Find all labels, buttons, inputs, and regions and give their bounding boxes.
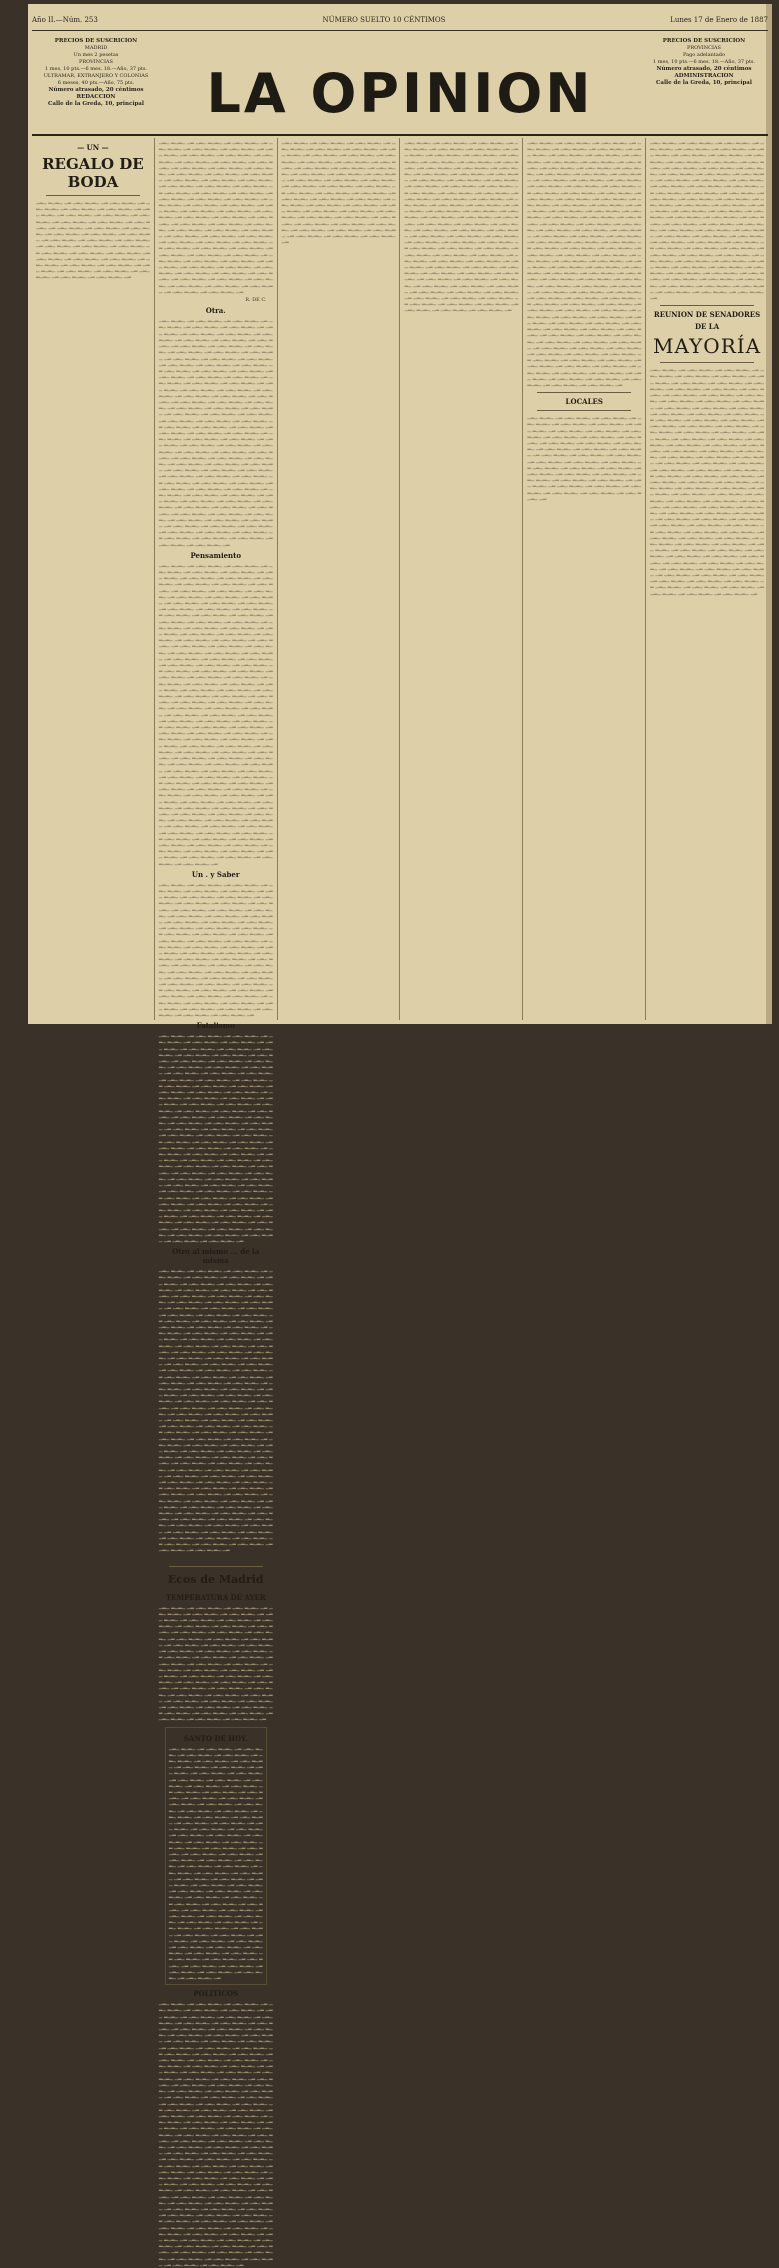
section-heading-locales: LOCALES	[565, 397, 603, 407]
poem-body: ▁▂▁ ▂▁▂▁ ▁▂ ▁▂▁ ▂▁▂▁ ▁▂ ▁▂▁ ▂▁▂▁ ▁▂ ▁▂▁ ▂▁▂▁ ▁▂ ▁▂▁ ▂▁▂▁ ▁▂ ▁▂▁ ▂▁▂▁ ▁▂ ▁▂▁ ▂▁▂▁ ▁▂ ▁▂▁ ▂▁▂▁ ▁▂ ▁▂▁ ▂▁▂▁ ▁▂ ▁▂▁ ▂▁▂▁ ▁▂ ▁▂▁ ▂▁▂▁ ▁▂ ▁▂▁ ▂▁▂▁ ▁▂ ▁▂▁ ▂▁▂▁ ▁▂ ▁▂▁ ▂▁▂▁ ▁▂ ▁▂▁ ▂▁▂▁ ▁▂ ▁▂▁ ▂▁▂▁ ▁▂ ▁▂▁ ▂▁▂▁ ▁▂ ▁▂▁ ▂▁▂▁ ▁▂ ▁▂▁ ▂▁▂▁ ▁▂ ▁▂▁ ▂▁▂▁ ▁▂ ▁▂▁ ▂▁▂▁ ▁▂ ▁▂▁ ▂▁▂▁ ▁▂ ▁▂▁ ▂▁▂▁ ▁▂ ▁▂▁ ▂▁▂▁ ▁▂ ▁▂▁ ▂▁▂▁ ▁▂ ▁▂▁ ▂▁▂▁ ▁▂ ▁▂▁ ▂▁▂▁ ▁▂ ▁▂▁ ▂▁▂▁ ▁▂ ▁▂▁ ▂▁▂▁ ▁▂ ▁▂▁ ▂▁▂▁ ▁▂ ▁▂▁ ▂▁▂▁ ▁▂ ▁▂▁ ▂▁▂▁ ▁▂ ▁▂▁ ▂▁▂▁ ▁▂ ▁▂▁ ▂▁▂▁ ▁▂ ▁▂▁ ▂▁▂▁ ▁▂ ▁▂▁ ▂▁▂▁ ▁▂ ▁▂▁ ▂▁▂▁ ▁▂ ▁▂▁ ▂▁▂▁ ▁▂ ▁▂▁ ▂▁▂▁ ▁▂ ▁▂▁ ▂▁▂▁ ▁▂ ▁▂▁ ▂▁▂▁ ▁▂ ▁▂▁ ▂▁▂▁ ▁▂ ▁▂▁ ▂▁▂▁ ▁▂ ▁▂▁ ▂▁▂▁ ▁▂ ▁▂▁ ▂▁▂▁ ▁▂ ▁▂▁ ▂▁▂▁ ▁▂ ▁▂▁ ▂▁▂▁ ▁▂ ▁▂▁ ▂▁▂▁ ▁▂ ▁▂▁ ▂▁▂▁ ▁▂ ▁▂▁ ▂▁▂▁ ▁▂ ▁▂▁ ▂▁▂▁ ▁▂ ▁▂▁ ▂▁▂▁ ▁▂ ▁▂▁ ▂▁▂▁ ▁▂ ▁▂▁ ▂▁▂▁ ▁▂ ▁▂▁ ▂▁▂▁ ▁▂ ▁▂▁ ▂▁▂▁ ▁▂ ▁▂▁ ▂▁▂▁ ▁▂ ▁▂▁ ▂▁▂▁ ▁▂ ▁▂▁ ▂▁▂▁ ▁▂ ▁▂▁ ▂▁▂▁ ▁▂ ▁▂▁ ▂▁▂▁ ▁▂ ▁▂▁ ▂▁▂▁ ▁▂ ▁▂▁ ▂▁▂▁ ▁▂ ▁▂▁ ▂▁▂▁ ▁▂ ▁▂▁ ▂▁▂▁ ▁▂ ▁▂▁ ▂▁▂▁ ▁▂ ▁▂▁ ▂▁▂▁ ▁▂ ▁▂▁ ▂▁▂▁ ▁▂ ▁▂▁ ▂▁▂▁ ▁▂ ▁▂▁ ▂▁▂▁ ▁▂ ▁▂▁ ▂▁▂▁ ▁▂ ▁▂▁ ▂▁▂▁ ▁▂ ▁▂▁ ▂▁▂▁ ▁▂ ▁▂▁ ▂▁▂▁ ▁▂ ▁▂▁ ▂▁▂▁ ▁▂ ▁▂▁ ▂▁▂▁ ▁▂ ▁▂▁ ▂▁▂▁ ▁▂	[158, 140, 273, 294]
signature: R. DE C.	[245, 297, 267, 304]
sub-city: PROVINCIAS	[687, 45, 721, 51]
section-heading: Pensamiento	[190, 550, 242, 560]
article-body: ▁▂▁ ▂▁▂▁ ▁▂ ▁▂▁ ▂▁▂▁ ▁▂ ▁▂▁ ▂▁▂▁ ▁▂ ▁▂▁ ▂▁▂▁ ▁▂ ▁▂▁ ▂▁▂▁ ▁▂ ▁▂▁ ▂▁▂▁ ▁▂ ▁▂▁ ▂▁▂▁ ▁▂ ▁▂▁ ▂▁▂▁ ▁▂ ▁▂▁ ▂▁▂▁ ▁▂ ▁▂▁ ▂▁▂▁ ▁▂ ▁▂▁ ▂▁▂▁ ▁▂ ▁▂▁ ▂▁▂▁ ▁▂ ▁▂▁ ▂▁▂▁ ▁▂ ▁▂▁ ▂▁▂▁ ▁▂ ▁▂▁ ▂▁▂▁ ▁▂ ▁▂▁ ▂▁▂▁ ▁▂ ▁▂▁ ▂▁▂▁ ▁▂ ▁▂▁ ▂▁▂▁ ▁▂ ▁▂▁ ▂▁▂▁ ▁▂ ▁▂▁ ▂▁▂▁ ▁▂ ▁▂▁ ▂▁▂▁ ▁▂ ▁▂▁ ▂▁▂▁ ▁▂ ▁▂▁ ▂▁▂▁ ▁▂ ▁▂▁ ▂▁▂▁ ▁▂ ▁▂▁ ▂▁▂▁ ▁▂ ▁▂▁ ▂▁▂▁ ▁▂ ▁▂▁ ▂▁▂▁ ▁▂ ▁▂▁ ▂▁▂▁ ▁▂ ▁▂▁ ▂▁▂▁ ▁▂ ▁▂▁ ▂▁▂▁ ▁▂ ▁▂▁ ▂▁▂▁ ▁▂ ▁▂▁ ▂▁▂▁ ▁▂ ▁▂▁ ▂▁▂▁ ▁▂ ▁▂▁ ▂▁▂▁ ▁▂ ▁▂▁ ▂▁▂▁ ▁▂ ▁▂▁ ▂▁▂▁ ▁▂ ▁▂▁ ▂▁▂▁ ▁▂ ▁▂▁ ▂▁▂▁ ▁▂ ▁▂▁ ▂▁▂▁ ▁▂ ▁▂▁ ▂▁▂▁ ▁▂ ▁▂▁ ▂▁▂▁ ▁▂ ▁▂▁ ▂▁▂▁ ▁▂ ▁▂▁ ▂▁▂▁ ▁▂ ▁▂▁ ▂▁▂▁ ▁▂ ▁▂▁ ▂▁▂▁ ▁▂ ▁▂▁ ▂▁▂▁ ▁▂ ▁▂▁ ▂▁▂▁ ▁▂ ▁▂▁ ▂▁▂▁ ▁▂ ▁▂▁ ▂▁▂▁ ▁▂ ▁▂▁ ▂▁▂▁ ▁▂ ▁▂▁ ▂▁▂▁ ▁▂ ▁▂▁ ▂▁▂▁ ▁▂ ▁▂▁ ▂▁▂▁ ▁▂ ▁▂▁ ▂▁▂▁ ▁▂ ▁▂▁ ▂▁▂▁ ▁▂ ▁▂▁ ▂▁▂▁ ▁▂ ▁▂▁ ▂▁▂▁ ▁▂ ▁▂▁ ▂▁▂▁ ▁▂ ▁▂▁ ▂▁▂▁ ▁▂ ▁▂▁ ▂▁▂▁ ▁▂ ▁▂▁ ▂▁▂▁ ▁▂ ▁▂▁ ▂▁▂▁ ▁▂ ▁▂▁ ▂▁▂▁ ▁▂ ▁▂▁ ▂▁▂▁ ▁▂ ▁▂▁ ▂▁▂▁ ▁▂ ▁▂▁ ▂▁▂▁ ▁▂ ▁▂▁ ▂▁▂▁ ▁▂ ▁▂▁ ▂▁▂▁ ▁▂ ▁▂▁ ▂▁▂▁ ▁▂ ▁▂▁ ▂▁▂▁ ▁▂ ▁▂▁ ▂▁▂▁ ▁▂ ▁▂▁ ▂▁▂▁ ▁▂ ▁▂▁ ▂▁▂▁ ▁▂ ▁▂▁ ▂▁▂▁ ▁▂ ▁▂▁ ▂▁▂▁ ▁▂ ▁▂▁ ▂▁▂▁ ▁▂ ▁▂▁ ▂▁▂▁ ▁▂ ▁▂▁ ▂▁▂▁ ▁▂ ▁▂▁ ▂▁▂▁ ▁▂ ▁▂▁ ▂▁▂▁ ▁▂ ▁▂▁ ▂▁▂▁ ▁▂ ▁▂▁ ▂▁▂▁ ▁▂ ▁▂▁ ▂▁▂▁ ▁▂ ▁▂▁ ▂▁▂▁ ▁▂ ▁▂▁ ▂▁▂▁ ▁▂ ▁▂▁ ▂▁▂▁ ▁▂ ▁▂▁ ▂▁▂▁ ▁▂ ▁▂▁ ▂▁▂▁ ▁▂ ▁▂▁ ▂▁▂▁ ▁▂ ▁▂▁ ▂▁▂▁ ▁▂ ▁▂▁ ▂▁▂▁ ▁▂ ▁▂▁ ▂▁▂▁ ▁▂ ▁▂▁ ▂▁▂▁ ▁▂ ▁▂▁ ▂▁▂▁ ▁▂ ▁▂▁ ▂▁▂▁ ▁▂ ▁▂▁ ▂▁▂▁ ▁▂ ▁▂▁ ▂▁▂▁ ▁▂ ▁▂▁ ▂▁▂▁ ▁▂ ▁▂▁ ▂▁▂▁ ▁▂ ▁▂▁ ▂▁▂▁ ▁▂ ▁▂▁ ▂▁▂▁ ▁▂ ▁▂▁ ▂▁▂▁ ▁▂ ▁▂▁ ▂▁▂▁ ▁▂ ▁▂▁ ▂▁▂▁ ▁▂ ▁▂▁ ▂▁▂▁ ▁▂ ▁▂▁ ▂▁▂▁ ▁▂ ▁▂▁ ▂▁▂▁ ▁▂ ▁▂▁ ▂▁▂▁ ▁▂ ▁▂▁ ▂▁▂▁ ▁▂ ▁▂▁ ▂▁▂▁ ▁▂ ▁▂▁ ▂▁▂▁ ▁▂ ▁▂▁ ▂▁▂▁ ▁▂ ▁▂▁ ▂▁▂▁ ▁▂ ▁▂▁ ▂▁▂▁ ▁▂ ▁▂▁ ▂▁▂▁ ▁▂	[650, 367, 764, 596]
poem-body: ▁▂▁ ▂▁▂▁ ▁▂ ▁▂▁ ▂▁▂▁ ▁▂ ▁▂▁ ▂▁▂▁ ▁▂ ▁▂▁ ▂▁▂▁ ▁▂ ▁▂▁ ▂▁▂▁ ▁▂ ▁▂▁ ▂▁▂▁ ▁▂ ▁▂▁ ▂▁▂▁ ▁▂ ▁▂▁ ▂▁▂▁ ▁▂ ▁▂▁ ▂▁▂▁ ▁▂ ▁▂▁ ▂▁▂▁ ▁▂ ▁▂▁ ▂▁▂▁ ▁▂ ▁▂▁ ▂▁▂▁ ▁▂ ▁▂▁ ▂▁▂▁ ▁▂ ▁▂▁ ▂▁▂▁ ▁▂ ▁▂▁ ▂▁▂▁ ▁▂ ▁▂▁ ▂▁▂▁ ▁▂ ▁▂▁ ▂▁▂▁ ▁▂ ▁▂▁ ▂▁▂▁ ▁▂ ▁▂▁ ▂▁▂▁ ▁▂ ▁▂▁ ▂▁▂▁ ▁▂ ▁▂▁ ▂▁▂▁ ▁▂ ▁▂▁ ▂▁▂▁ ▁▂ ▁▂▁ ▂▁▂▁ ▁▂ ▁▂▁ ▂▁▂▁ ▁▂ ▁▂▁ ▂▁▂▁ ▁▂ ▁▂▁ ▂▁▂▁ ▁▂ ▁▂▁ ▂▁▂▁ ▁▂ ▁▂▁ ▂▁▂▁ ▁▂ ▁▂▁ ▂▁▂▁ ▁▂ ▁▂▁ ▂▁▂▁ ▁▂ ▁▂▁ ▂▁▂▁ ▁▂ ▁▂▁ ▂▁▂▁ ▁▂ ▁▂▁ ▂▁▂▁ ▁▂ ▁▂▁ ▂▁▂▁ ▁▂ ▁▂▁ ▂▁▂▁ ▁▂ ▁▂▁ ▂▁▂▁ ▁▂ ▁▂▁ ▂▁▂▁ ▁▂ ▁▂▁ ▂▁▂▁ ▁▂ ▁▂▁ ▂▁▂▁ ▁▂ ▁▂▁ ▂▁▂▁ ▁▂ ▁▂▁ ▂▁▂▁ ▁▂ ▁▂▁ ▂▁▂▁ ▁▂ ▁▂▁ ▂▁▂▁ ▁▂ ▁▂▁ ▂▁▂▁ ▁▂ ▁▂▁ ▂▁▂▁ ▁▂ ▁▂▁ ▂▁▂▁ ▁▂ ▁▂▁ ▂▁▂▁ ▁▂ ▁▂▁ ▂▁▂▁ ▁▂ ▁▂▁ ▂▁▂▁ ▁▂ ▁▂▁ ▂▁▂▁ ▁▂ ▁▂▁ ▂▁▂▁ ▁▂ ▁▂▁ ▂▁▂▁ ▁▂ ▁▂▁ ▂▁▂▁ ▁▂ ▁▂▁ ▂▁▂▁ ▁▂ ▁▂▁ ▂▁▂▁ ▁▂ ▁▂▁ ▂▁▂▁ ▁▂ ▁▂▁ ▂▁▂▁ ▁▂ ▁▂▁ ▂▁▂▁ ▁▂ ▁▂▁ ▂▁▂▁ ▁▂ ▁▂▁ ▂▁▂▁ ▁▂ ▁▂▁ ▂▁▂▁ ▁▂ ▁▂▁ ▂▁▂▁ ▁▂ ▁▂▁ ▂▁▂▁ ▁▂ ▁▂▁ ▂▁▂▁ ▁▂ ▁▂▁ ▂▁▂▁ ▁▂ ▁▂▁ ▂▁▂▁ ▁▂ ▁▂▁ ▂▁▂▁ ▁▂ ▁▂▁ ▂▁▂▁ ▁▂ ▁▂▁ ▂▁▂▁ ▁▂ ▁▂▁ ▂▁▂▁ ▁▂ ▁▂▁ ▂▁▂▁ ▁▂ ▁▂▁ ▂▁▂▁ ▁▂ ▁▂▁ ▂▁▂▁ ▁▂ ▁▂▁ ▂▁▂▁ ▁▂ ▁▂▁ ▂▁▂▁ ▁▂ ▁▂▁ ▂▁▂▁ ▁▂ ▁▂▁ ▂▁▂▁ ▁▂ ▁▂▁ ▂▁▂▁ ▁▂ ▁▂▁ ▂▁▂▁ ▁▂ ▁▂▁ ▂▁▂▁ ▁▂ ▁▂▁ ▂▁▂▁ ▁▂ ▁▂▁ ▂▁▂▁ ▁▂ ▁▂▁ ▂▁▂▁ ▁▂ ▁▂▁ ▂▁▂▁ ▁▂ ▁▂▁ ▂▁▂▁ ▁▂ ▁▂▁ ▂▁▂▁ ▁▂ ▁▂▁ ▂▁▂▁ ▁▂ ▁▂▁ ▂▁▂▁ ▁▂ ▁▂▁ ▂▁▂▁ ▁▂ ▁▂▁ ▂▁▂▁ ▁▂ ▁▂▁ ▂▁▂▁ ▁▂ ▁▂▁ ▂▁▂▁ ▁▂ ▁▂▁ ▂▁▂▁ ▁▂ ▁▂▁ ▂▁▂▁ ▁▂ ▁▂▁ ▂▁▂▁ ▁▂ ▁▂▁ ▂▁▂▁ ▁▂ ▁▂▁ ▂▁▂▁ ▁▂ ▁▂▁ ▂▁▂▁ ▁▂ ▁▂▁ ▂▁▂▁ ▁▂ ▁▂▁ ▂▁▂▁ ▁▂ ▁▂▁ ▂▁▂▁ ▁▂ ▁▂▁ ▂▁▂▁ ▁▂ ▁▂▁ ▂▁▂▁ ▁▂ ▁▂▁ ▂▁▂▁ ▁▂ ▁▂▁ ▂▁▂▁ ▁▂	[158, 1033, 273, 1243]
divider	[169, 1566, 263, 1567]
sub-line: 1 mes, 10 pts.—6 mes. 18.—Año, 37 pts.	[652, 59, 756, 65]
sub-address: Calle de la Greda, 10, principal	[48, 101, 144, 107]
column-4	[400, 138, 523, 1020]
section-heading: SANTO DE HOY.	[183, 1733, 248, 1743]
divider	[660, 305, 754, 306]
divider	[537, 410, 631, 411]
section-heading: Un . y Saber	[191, 869, 240, 879]
column-6	[646, 138, 768, 1020]
saint-box	[165, 1727, 267, 1986]
divider	[46, 195, 140, 196]
sub-line: Un mes 2 pesetas	[73, 52, 119, 58]
signature: Juan de Leo.	[235, 1555, 267, 1562]
column-5	[523, 138, 646, 1020]
sub-city: MADRID	[84, 45, 108, 51]
subscription-right	[644, 38, 764, 87]
sub-line: Pago adelantado	[682, 52, 726, 58]
column-2	[155, 138, 278, 2267]
article-body: ▁▂▁ ▂▁▂▁ ▁▂ ▁▂▁ ▂▁▂▁ ▁▂ ▁▂▁ ▂▁▂▁ ▁▂ ▁▂▁ ▂▁▂▁ ▁▂ ▁▂▁ ▂▁▂▁ ▁▂ ▁▂▁ ▂▁▂▁ ▁▂ ▁▂▁ ▂▁▂▁ ▁▂ ▁▂▁ ▂▁▂▁ ▁▂ ▁▂▁ ▂▁▂▁ ▁▂ ▁▂▁ ▂▁▂▁ ▁▂ ▁▂▁ ▂▁▂▁ ▁▂ ▁▂▁ ▂▁▂▁ ▁▂ ▁▂▁ ▂▁▂▁ ▁▂ ▁▂▁ ▂▁▂▁ ▁▂ ▁▂▁ ▂▁▂▁ ▁▂ ▁▂▁ ▂▁▂▁ ▁▂ ▁▂▁ ▂▁▂▁ ▁▂ ▁▂▁ ▂▁▂▁ ▁▂ ▁▂▁ ▂▁▂▁ ▁▂ ▁▂▁ ▂▁▂▁ ▁▂ ▁▂▁ ▂▁▂▁ ▁▂ ▁▂▁ ▂▁▂▁ ▁▂ ▁▂▁ ▂▁▂▁ ▁▂ ▁▂▁ ▂▁▂▁ ▁▂ ▁▂▁ ▂▁▂▁ ▁▂ ▁▂▁ ▂▁▂▁ ▁▂ ▁▂▁ ▂▁▂▁ ▁▂ ▁▂▁ ▂▁▂▁ ▁▂ ▁▂▁ ▂▁▂▁ ▁▂ ▁▂▁ ▂▁▂▁ ▁▂ ▁▂▁ ▂▁▂▁ ▁▂ ▁▂▁ ▂▁▂▁ ▁▂ ▁▂▁ ▂▁▂▁ ▁▂ ▁▂▁ ▂▁▂▁ ▁▂ ▁▂▁ ▂▁▂▁ ▁▂ ▁▂▁ ▂▁▂▁ ▁▂ ▁▂▁ ▂▁▂▁ ▁▂ ▁▂▁ ▂▁▂▁ ▁▂ ▁▂▁ ▂▁▂▁ ▁▂ ▁▂▁ ▂▁▂▁ ▁▂ ▁▂▁ ▂▁▂▁ ▁▂	[527, 415, 642, 501]
article-body: ▁▂▁ ▂▁▂▁ ▁▂ ▁▂▁ ▂▁▂▁ ▁▂ ▁▂▁ ▂▁▂▁ ▁▂ ▁▂▁ ▂▁▂▁ ▁▂ ▁▂▁ ▂▁▂▁ ▁▂ ▁▂▁ ▂▁▂▁ ▁▂ ▁▂▁ ▂▁▂▁ ▁▂ ▁▂▁ ▂▁▂▁ ▁▂ ▁▂▁ ▂▁▂▁ ▁▂ ▁▂▁ ▂▁▂▁ ▁▂ ▁▂▁ ▂▁▂▁ ▁▂ ▁▂▁ ▂▁▂▁ ▁▂ ▁▂▁ ▂▁▂▁ ▁▂ ▁▂▁ ▂▁▂▁ ▁▂ ▁▂▁ ▂▁▂▁ ▁▂ ▁▂▁ ▂▁▂▁ ▁▂ ▁▂▁ ▂▁▂▁ ▁▂ ▁▂▁ ▂▁▂▁ ▁▂ ▁▂▁ ▂▁▂▁ ▁▂ ▁▂▁ ▂▁▂▁ ▁▂ ▁▂▁ ▂▁▂▁ ▁▂ ▁▂▁ ▂▁▂▁ ▁▂ ▁▂▁ ▂▁▂▁ ▁▂ ▁▂▁ ▂▁▂▁ ▁▂ ▁▂▁ ▂▁▂▁ ▁▂ ▁▂▁ ▂▁▂▁ ▁▂ ▁▂▁ ▂▁▂▁ ▁▂ ▁▂▁ ▂▁▂▁ ▁▂ ▁▂▁ ▂▁▂▁ ▁▂ ▁▂▁ ▂▁▂▁ ▁▂ ▁▂▁ ▂▁▂▁ ▁▂ ▁▂▁ ▂▁▂▁ ▁▂ ▁▂▁ ▂▁▂▁ ▁▂ ▁▂▁ ▂▁▂▁ ▁▂ ▁▂▁ ▂▁▂▁ ▁▂ ▁▂▁ ▂▁▂▁ ▁▂ ▁▂▁ ▂▁▂▁ ▁▂ ▁▂▁ ▂▁▂▁ ▁▂ ▁▂▁ ▂▁▂▁ ▁▂ ▁▂▁ ▂▁▂▁ ▁▂	[36, 200, 150, 280]
columns	[32, 138, 768, 2267]
section-heading: POLITICOS	[193, 1989, 239, 1999]
section-heading: Otra.	[205, 306, 226, 316]
article-body: ▁▂▁ ▂▁▂▁ ▁▂ ▁▂▁ ▂▁▂▁ ▁▂ ▁▂▁ ▂▁▂▁ ▁▂ ▁▂▁ ▂▁▂▁ ▁▂ ▁▂▁ ▂▁▂▁ ▁▂ ▁▂▁ ▂▁▂▁ ▁▂ ▁▂▁ ▂▁▂▁ ▁▂ ▁▂▁ ▂▁▂▁ ▁▂ ▁▂▁ ▂▁▂▁ ▁▂ ▁▂▁ ▂▁▂▁ ▁▂ ▁▂▁ ▂▁▂▁ ▁▂ ▁▂▁ ▂▁▂▁ ▁▂ ▁▂▁ ▂▁▂▁ ▁▂ ▁▂▁ ▂▁▂▁ ▁▂ ▁▂▁ ▂▁▂▁ ▁▂ ▁▂▁ ▂▁▂▁ ▁▂ ▁▂▁ ▂▁▂▁ ▁▂ ▁▂▁ ▂▁▂▁ ▁▂ ▁▂▁ ▂▁▂▁ ▁▂ ▁▂▁ ▂▁▂▁ ▁▂ ▁▂▁ ▂▁▂▁ ▁▂ ▁▂▁ ▂▁▂▁ ▁▂ ▁▂▁ ▂▁▂▁ ▁▂ ▁▂▁ ▂▁▂▁ ▁▂ ▁▂▁ ▂▁▂▁ ▁▂ ▁▂▁ ▂▁▂▁ ▁▂ ▁▂▁ ▂▁▂▁ ▁▂ ▁▂▁ ▂▁▂▁ ▁▂ ▁▂▁ ▂▁▂▁ ▁▂ ▁▂▁ ▂▁▂▁ ▁▂ ▁▂▁ ▂▁▂▁ ▁▂ ▁▂▁ ▂▁▂▁ ▁▂ ▁▂▁ ▂▁▂▁ ▁▂ ▁▂▁ ▂▁▂▁ ▁▂ ▁▂▁ ▂▁▂▁ ▁▂ ▁▂▁ ▂▁▂▁ ▁▂ ▁▂▁ ▂▁▂▁ ▁▂ ▁▂▁ ▂▁▂▁ ▁▂ ▁▂▁ ▂▁▂▁ ▁▂ ▁▂▁ ▂▁▂▁ ▁▂ ▁▂▁ ▂▁▂▁ ▁▂ ▁▂▁ ▂▁▂▁ ▁▂ ▁▂▁ ▂▁▂▁ ▁▂ ▁▂▁ ▂▁▂▁ ▁▂ ▁▂▁ ▂▁▂▁ ▁▂ ▁▂▁ ▂▁▂▁ ▁▂ ▁▂▁ ▂▁▂▁ ▁▂ ▁▂▁ ▂▁▂▁ ▁▂ ▁▂▁ ▂▁▂▁ ▁▂ ▁▂▁ ▂▁▂▁ ▁▂	[281, 140, 396, 245]
article-headline: REGALO DE BODA	[42, 155, 144, 191]
saint-body: ▁▂▁ ▂▁▂▁ ▁▂ ▁▂▁ ▂▁▂▁ ▁▂ ▁▂▁ ▂▁▂▁ ▁▂ ▁▂▁ ▂▁▂▁ ▁▂ ▁▂▁ ▂▁▂▁ ▁▂ ▁▂▁ ▂▁▂▁ ▁▂ ▁▂▁ ▂▁▂▁ ▁▂ ▁▂▁ ▂▁▂▁ ▁▂ ▁▂▁ ▂▁▂▁ ▁▂ ▁▂▁ ▂▁▂▁ ▁▂ ▁▂▁ ▂▁▂▁ ▁▂ ▁▂▁ ▂▁▂▁ ▁▂ ▁▂▁ ▂▁▂▁ ▁▂ ▁▂▁ ▂▁▂▁ ▁▂ ▁▂▁ ▂▁▂▁ ▁▂ ▁▂▁ ▂▁▂▁ ▁▂ ▁▂▁ ▂▁▂▁ ▁▂ ▁▂▁ ▂▁▂▁ ▁▂ ▁▂▁ ▂▁▂▁ ▁▂ ▁▂▁ ▂▁▂▁ ▁▂ ▁▂▁ ▂▁▂▁ ▁▂ ▁▂▁ ▂▁▂▁ ▁▂ ▁▂▁ ▂▁▂▁ ▁▂ ▁▂▁ ▂▁▂▁ ▁▂ ▁▂▁ ▂▁▂▁ ▁▂ ▁▂▁ ▂▁▂▁ ▁▂ ▁▂▁ ▂▁▂▁ ▁▂ ▁▂▁ ▂▁▂▁ ▁▂ ▁▂▁ ▂▁▂▁ ▁▂ ▁▂▁ ▂▁▂▁ ▁▂ ▁▂▁ ▂▁▂▁ ▁▂ ▁▂▁ ▂▁▂▁ ▁▂ ▁▂▁ ▂▁▂▁ ▁▂ ▁▂▁ ▂▁▂▁ ▁▂ ▁▂▁ ▂▁▂▁ ▁▂ ▁▂▁ ▂▁▂▁ ▁▂ ▁▂▁ ▂▁▂▁ ▁▂ ▁▂▁ ▂▁▂▁ ▁▂ ▁▂▁ ▂▁▂▁ ▁▂ ▁▂▁ ▂▁▂▁ ▁▂ ▁▂▁ ▂▁▂▁ ▁▂ ▁▂▁ ▂▁▂▁ ▁▂ ▁▂▁ ▂▁▂▁ ▁▂ ▁▂▁ ▂▁▂▁ ▁▂ ▁▂▁ ▂▁▂▁ ▁▂ ▁▂▁ ▂▁▂▁ ▁▂ ▁▂▁ ▂▁▂▁ ▁▂ ▁▂▁ ▂▁▂▁ ▁▂ ▁▂▁ ▂▁▂▁ ▁▂ ▁▂▁ ▂▁▂▁ ▁▂ ▁▂▁ ▂▁▂▁ ▁▂ ▁▂▁ ▂▁▂▁ ▁▂ ▁▂▁ ▂▁▂▁ ▁▂ ▁▂▁ ▂▁▂▁ ▁▂ ▁▂▁ ▂▁▂▁ ▁▂ ▁▂▁ ▂▁▂▁ ▁▂ ▁▂▁ ▂▁▂▁ ▁▂ ▁▂▁ ▂▁▂▁ ▁▂ ▁▂▁ ▂▁▂▁ ▁▂ ▁▂▁ ▂▁▂▁ ▁▂ ▁▂▁ ▂▁▂▁ ▁▂ ▁▂▁ ▂▁▂▁ ▁▂ ▁▂▁ ▂▁▂▁ ▁▂ ▁▂▁ ▂▁▂▁ ▁▂ ▁▂▁ ▂▁▂▁ ▁▂ ▁▂▁ ▂▁▂▁ ▁▂ ▁▂▁ ▂▁▂▁ ▁▂ ▁▂▁ ▂▁▂▁ ▁▂ ▁▂▁ ▂▁▂▁ ▁▂ ▁▂▁ ▂▁▂▁ ▁▂ ▁▂▁ ▂▁▂▁ ▁▂ ▁▂▁ ▂▁▂▁ ▁▂ ▁▂▁ ▂▁▂▁ ▁▂ ▁▂▁ ▂▁▂▁ ▁▂ ▁▂▁ ▂▁▂▁ ▁▂ ▁▂▁ ▂▁▂▁ ▁▂ ▁▂▁ ▂▁▂▁ ▁▂ ▁▂▁ ▂▁▂▁ ▁▂ ▁▂▁ ▂▁▂▁ ▁▂ ▁▂▁ ▂▁▂▁ ▁▂ ▁▂▁ ▂▁▂▁ ▁▂ ▁▂▁ ▂▁▂▁ ▁▂ ▁▂▁ ▂▁▂▁ ▁▂ ▁▂▁ ▂▁▂▁ ▁▂ ▁▂▁ ▂▁▂▁ ▁▂ ▁▂▁ ▂▁▂▁ ▁▂ ▁▂▁ ▂▁▂▁ ▁▂ ▁▂▁ ▂▁▂▁ ▁▂ ▁▂▁ ▂▁▂▁ ▁▂ ▁▂▁ ▂▁▂▁ ▁▂ ▁▂▁ ▂▁▂▁ ▁▂ ▁▂▁ ▂▁▂▁ ▁▂ ▁▂▁ ▂▁▂▁ ▁▂ ▁▂▁ ▂▁▂▁ ▁▂ ▁▂▁ ▂▁▂▁ ▁▂ ▁▂▁ ▂▁▂▁ ▁▂	[168, 1745, 263, 1981]
poem-body: ▁▂▁ ▂▁▂▁ ▁▂ ▁▂▁ ▂▁▂▁ ▁▂ ▁▂▁ ▂▁▂▁ ▁▂ ▁▂▁ ▂▁▂▁ ▁▂ ▁▂▁ ▂▁▂▁ ▁▂ ▁▂▁ ▂▁▂▁ ▁▂ ▁▂▁ ▂▁▂▁ ▁▂ ▁▂▁ ▂▁▂▁ ▁▂ ▁▂▁ ▂▁▂▁ ▁▂ ▁▂▁ ▂▁▂▁ ▁▂ ▁▂▁ ▂▁▂▁ ▁▂ ▁▂▁ ▂▁▂▁ ▁▂ ▁▂▁ ▂▁▂▁ ▁▂ ▁▂▁ ▂▁▂▁ ▁▂ ▁▂▁ ▂▁▂▁ ▁▂ ▁▂▁ ▂▁▂▁ ▁▂ ▁▂▁ ▂▁▂▁ ▁▂ ▁▂▁ ▂▁▂▁ ▁▂ ▁▂▁ ▂▁▂▁ ▁▂ ▁▂▁ ▂▁▂▁ ▁▂ ▁▂▁ ▂▁▂▁ ▁▂ ▁▂▁ ▂▁▂▁ ▁▂ ▁▂▁ ▂▁▂▁ ▁▂ ▁▂▁ ▂▁▂▁ ▁▂ ▁▂▁ ▂▁▂▁ ▁▂ ▁▂▁ ▂▁▂▁ ▁▂ ▁▂▁ ▂▁▂▁ ▁▂ ▁▂▁ ▂▁▂▁ ▁▂ ▁▂▁ ▂▁▂▁ ▁▂ ▁▂▁ ▂▁▂▁ ▁▂ ▁▂▁ ▂▁▂▁ ▁▂ ▁▂▁ ▂▁▂▁ ▁▂ ▁▂▁ ▂▁▂▁ ▁▂ ▁▂▁ ▂▁▂▁ ▁▂ ▁▂▁ ▂▁▂▁ ▁▂ ▁▂▁ ▂▁▂▁ ▁▂ ▁▂▁ ▂▁▂▁ ▁▂ ▁▂▁ ▂▁▂▁ ▁▂ ▁▂▁ ▂▁▂▁ ▁▂ ▁▂▁ ▂▁▂▁ ▁▂ ▁▂▁ ▂▁▂▁ ▁▂ ▁▂▁ ▂▁▂▁ ▁▂ ▁▂▁ ▂▁▂▁ ▁▂ ▁▂▁ ▂▁▂▁ ▁▂ ▁▂▁ ▂▁▂▁ ▁▂ ▁▂▁ ▂▁▂▁ ▁▂ ▁▂▁ ▂▁▂▁ ▁▂ ▁▂▁ ▂▁▂▁ ▁▂ ▁▂▁ ▂▁▂▁ ▁▂ ▁▂▁ ▂▁▂▁ ▁▂ ▁▂▁ ▂▁▂▁ ▁▂ ▁▂▁ ▂▁▂▁ ▁▂ ▁▂▁ ▂▁▂▁ ▁▂ ▁▂▁ ▂▁▂▁ ▁▂ ▁▂▁ ▂▁▂▁ ▁▂ ▁▂▁ ▂▁▂▁ ▁▂ ▁▂▁ ▂▁▂▁ ▁▂ ▁▂▁ ▂▁▂▁ ▁▂ ▁▂▁ ▂▁▂▁ ▁▂ ▁▂▁ ▂▁▂▁ ▁▂ ▁▂▁ ▂▁▂▁ ▁▂ ▁▂▁ ▂▁▂▁ ▁▂ ▁▂▁ ▂▁▂▁ ▁▂ ▁▂▁ ▂▁▂▁ ▁▂ ▁▂▁ ▂▁▂▁ ▁▂ ▁▂▁ ▂▁▂▁ ▁▂ ▁▂▁ ▂▁▂▁ ▁▂ ▁▂▁ ▂▁▂▁ ▁▂ ▁▂▁ ▂▁▂▁ ▁▂ ▁▂▁ ▂▁▂▁ ▁▂ ▁▂▁ ▂▁▂▁ ▁▂ ▁▂▁ ▂▁▂▁ ▁▂ ▁▂▁ ▂▁▂▁ ▁▂ ▁▂▁ ▂▁▂▁ ▁▂ ▁▂▁ ▂▁▂▁ ▁▂ ▁▂▁ ▂▁▂▁ ▁▂ ▁▂▁ ▂▁▂▁ ▁▂ ▁▂▁ ▂▁▂▁ ▁▂ ▁▂▁ ▂▁▂▁ ▁▂ ▁▂▁ ▂▁▂▁ ▁▂ ▁▂▁ ▂▁▂▁ ▁▂ ▁▂▁ ▂▁▂▁ ▁▂ ▁▂▁ ▂▁▂▁ ▁▂ ▁▂▁ ▂▁▂▁ ▁▂ ▁▂▁ ▂▁▂▁ ▁▂ ▁▂▁ ▂▁▂▁ ▁▂ ▁▂▁ ▂▁▂▁ ▁▂ ▁▂▁ ▂▁▂▁ ▁▂ ▁▂▁ ▂▁▂▁ ▁▂ ▁▂▁ ▂▁▂▁ ▁▂ ▁▂▁ ▂▁▂▁ ▁▂ ▁▂▁ ▂▁▂▁ ▁▂ ▁▂▁ ▂▁▂▁ ▁▂ ▁▂▁ ▂▁▂▁ ▁▂ ▁▂▁ ▂▁▂▁ ▁▂ ▁▂▁ ▂▁▂▁ ▁▂ ▁▂▁ ▂▁▂▁ ▁▂ ▁▂▁ ▂▁▂▁ ▁▂ ▁▂▁ ▂▁▂▁ ▁▂ ▁▂▁ ▂▁▂▁ ▁▂ ▁▂▁ ▂▁▂▁ ▁▂ ▁▂▁ ▂▁▂▁ ▁▂ ▁▂▁ ▂▁▂▁ ▁▂ ▁▂▁ ▂▁▂▁ ▁▂ ▁▂▁ ▂▁▂▁ ▁▂ ▁▂▁ ▂▁▂▁ ▁▂ ▁▂▁ ▂▁▂▁ ▁▂ ▁▂▁ ▂▁▂▁ ▁▂ ▁▂▁ ▂▁▂▁ ▁▂ ▁▂▁ ▂▁▂▁ ▁▂ ▁▂▁ ▂▁▂▁ ▁▂ ▁▂▁ ▂▁▂▁ ▁▂ ▁▂▁ ▂▁▂▁ ▁▂ ▁▂▁ ▂▁▂▁ ▁▂ ▁▂▁ ▂▁▂▁ ▁▂ ▁▂▁ ▂▁▂▁ ▁▂ ▁▂▁ ▂▁▂▁ ▁▂ ▁▂▁ ▂▁▂▁ ▁▂ ▁▂▁ ▂▁▂▁ ▁▂ ▁▂▁ ▂▁▂▁ ▁▂ ▁▂▁ ▂▁▂▁ ▁▂ ▁▂▁ ▂▁▂▁ ▁▂ ▁▂▁ ▂▁▂▁ ▁▂ ▁▂▁ ▂▁▂▁ ▁▂ ▁▂▁ ▂▁▂▁ ▁▂ ▁▂▁ ▂▁▂▁ ▁▂ ▁▂▁ ▂▁▂▁ ▁▂ ▁▂▁ ▂▁▂▁ ▁▂ ▁▂▁ ▂▁▂▁ ▁▂ ▁▂▁ ▂▁▂▁ ▁▂ ▁▂▁ ▂▁▂▁ ▁▂ ▁▂▁ ▂▁▂▁ ▁▂ ▁▂▁ ▂▁▂▁ ▁▂ ▁▂▁ ▂▁▂▁ ▁▂ ▁▂▁ ▂▁▂▁ ▁▂ ▁▂▁ ▂▁▂▁ ▁▂ ▁▂▁ ▂▁▂▁ ▁▂ ▁▂▁ ▂▁▂▁ ▁▂ ▁▂▁ ▂▁▂▁ ▁▂ ▁▂▁ ▂▁▂▁ ▁▂ ▁▂▁ ▂▁▂▁ ▁▂ ▁▂▁ ▂▁▂▁ ▁▂	[158, 1268, 273, 1553]
politics-body: ▁▂▁ ▂▁▂▁ ▁▂ ▁▂▁ ▂▁▂▁ ▁▂ ▁▂▁ ▂▁▂▁ ▁▂ ▁▂▁ ▂▁▂▁ ▁▂ ▁▂▁ ▂▁▂▁ ▁▂ ▁▂▁ ▂▁▂▁ ▁▂ ▁▂▁ ▂▁▂▁ ▁▂ ▁▂▁ ▂▁▂▁ ▁▂ ▁▂▁ ▂▁▂▁ ▁▂ ▁▂▁ ▂▁▂▁ ▁▂ ▁▂▁ ▂▁▂▁ ▁▂ ▁▂▁ ▂▁▂▁ ▁▂ ▁▂▁ ▂▁▂▁ ▁▂ ▁▂▁ ▂▁▂▁ ▁▂ ▁▂▁ ▂▁▂▁ ▁▂ ▁▂▁ ▂▁▂▁ ▁▂ ▁▂▁ ▂▁▂▁ ▁▂ ▁▂▁ ▂▁▂▁ ▁▂ ▁▂▁ ▂▁▂▁ ▁▂ ▁▂▁ ▂▁▂▁ ▁▂ ▁▂▁ ▂▁▂▁ ▁▂ ▁▂▁ ▂▁▂▁ ▁▂ ▁▂▁ ▂▁▂▁ ▁▂ ▁▂▁ ▂▁▂▁ ▁▂ ▁▂▁ ▂▁▂▁ ▁▂ ▁▂▁ ▂▁▂▁ ▁▂ ▁▂▁ ▂▁▂▁ ▁▂ ▁▂▁ ▂▁▂▁ ▁▂ ▁▂▁ ▂▁▂▁ ▁▂ ▁▂▁ ▂▁▂▁ ▁▂ ▁▂▁ ▂▁▂▁ ▁▂ ▁▂▁ ▂▁▂▁ ▁▂ ▁▂▁ ▂▁▂▁ ▁▂ ▁▂▁ ▂▁▂▁ ▁▂ ▁▂▁ ▂▁▂▁ ▁▂ ▁▂▁ ▂▁▂▁ ▁▂ ▁▂▁ ▂▁▂▁ ▁▂ ▁▂▁ ▂▁▂▁ ▁▂ ▁▂▁ ▂▁▂▁ ▁▂ ▁▂▁ ▂▁▂▁ ▁▂ ▁▂▁ ▂▁▂▁ ▁▂ ▁▂▁ ▂▁▂▁ ▁▂ ▁▂▁ ▂▁▂▁ ▁▂ ▁▂▁ ▂▁▂▁ ▁▂ ▁▂▁ ▂▁▂▁ ▁▂ ▁▂▁ ▂▁▂▁ ▁▂ ▁▂▁ ▂▁▂▁ ▁▂ ▁▂▁ ▂▁▂▁ ▁▂ ▁▂▁ ▂▁▂▁ ▁▂ ▁▂▁ ▂▁▂▁ ▁▂ ▁▂▁ ▂▁▂▁ ▁▂ ▁▂▁ ▂▁▂▁ ▁▂ ▁▂▁ ▂▁▂▁ ▁▂ ▁▂▁ ▂▁▂▁ ▁▂ ▁▂▁ ▂▁▂▁ ▁▂ ▁▂▁ ▂▁▂▁ ▁▂ ▁▂▁ ▂▁▂▁ ▁▂ ▁▂▁ ▂▁▂▁ ▁▂ ▁▂▁ ▂▁▂▁ ▁▂ ▁▂▁ ▂▁▂▁ ▁▂ ▁▂▁ ▂▁▂▁ ▁▂ ▁▂▁ ▂▁▂▁ ▁▂ ▁▂▁ ▂▁▂▁ ▁▂ ▁▂▁ ▂▁▂▁ ▁▂ ▁▂▁ ▂▁▂▁ ▁▂ ▁▂▁ ▂▁▂▁ ▁▂ ▁▂▁ ▂▁▂▁ ▁▂ ▁▂▁ ▂▁▂▁ ▁▂ ▁▂▁ ▂▁▂▁ ▁▂ ▁▂▁ ▂▁▂▁ ▁▂ ▁▂▁ ▂▁▂▁ ▁▂ ▁▂▁ ▂▁▂▁ ▁▂ ▁▂▁ ▂▁▂▁ ▁▂ ▁▂▁ ▂▁▂▁ ▁▂ ▁▂▁ ▂▁▂▁ ▁▂ ▁▂▁ ▂▁▂▁ ▁▂ ▁▂▁ ▂▁▂▁ ▁▂ ▁▂▁ ▂▁▂▁ ▁▂ ▁▂▁ ▂▁▂▁ ▁▂ ▁▂▁ ▂▁▂▁ ▁▂ ▁▂▁ ▂▁▂▁ ▁▂ ▁▂▁ ▂▁▂▁ ▁▂ ▁▂▁ ▂▁▂▁ ▁▂ ▁▂▁ ▂▁▂▁ ▁▂ ▁▂▁ ▂▁▂▁ ▁▂ ▁▂▁ ▂▁▂▁ ▁▂ ▁▂▁ ▂▁▂▁ ▁▂ ▁▂▁ ▂▁▂▁ ▁▂ ▁▂▁ ▂▁▂▁ ▁▂ ▁▂▁ ▂▁▂▁ ▁▂ ▁▂▁ ▂▁▂▁ ▁▂ ▁▂▁ ▂▁▂▁ ▁▂ ▁▂▁ ▂▁▂▁ ▁▂ ▁▂▁ ▂▁▂▁ ▁▂ ▁▂▁ ▂▁▂▁ ▁▂ ▁▂▁ ▂▁▂▁ ▁▂ ▁▂▁ ▂▁▂▁ ▁▂ ▁▂▁ ▂▁▂▁ ▁▂ ▁▂▁ ▂▁▂▁ ▁▂ ▁▂▁ ▂▁▂▁ ▁▂ ▁▂▁ ▂▁▂▁ ▁▂ ▁▂▁ ▂▁▂▁ ▁▂ ▁▂▁ ▂▁▂▁ ▁▂ ▁▂▁ ▂▁▂▁ ▁▂ ▁▂▁ ▂▁▂▁ ▁▂ ▁▂▁ ▂▁▂▁ ▁▂ ▁▂▁ ▂▁▂▁ ▁▂ ▁▂▁ ▂▁▂▁ ▁▂ ▁▂▁ ▂▁▂▁ ▁▂ ▁▂▁ ▂▁▂▁ ▁▂ ▁▂▁ ▂▁▂▁ ▁▂ ▁▂▁ ▂▁▂▁ ▁▂ ▁▂▁ ▂▁▂▁ ▁▂ ▁▂▁ ▂▁▂▁ ▁▂ ▁▂▁ ▂▁▂▁ ▁▂ ▁▂▁ ▂▁▂▁ ▁▂ ▁▂▁ ▂▁▂▁ ▁▂ ▁▂▁ ▂▁▂▁ ▁▂ ▁▂▁ ▂▁▂▁ ▁▂ ▁▂▁ ▂▁▂▁ ▁▂ ▁▂▁ ▂▁▂▁ ▁▂ ▁▂▁ ▂▁▂▁ ▁▂ ▁▂▁ ▂▁▂▁ ▁▂ ▁▂▁ ▂▁▂▁ ▁▂ ▁▂▁ ▂▁▂▁ ▁▂ ▁▂▁ ▂▁▂▁ ▁▂ ▁▂▁ ▂▁▂▁ ▁▂ ▁▂▁ ▂▁▂▁ ▁▂ ▁▂▁ ▂▁▂▁ ▁▂ ▁▂▁ ▂▁▂▁ ▁▂ ▁▂▁ ▂▁▂▁ ▁▂ ▁▂▁ ▂▁▂▁ ▁▂ ▁▂▁ ▂▁▂▁ ▁▂	[158, 2001, 273, 2267]
sub-line: ADMINISTRACION	[674, 73, 734, 79]
section-heading: Otro al mismo ... de la misma	[172, 1247, 260, 1266]
article-body: ▁▂▁ ▂▁▂▁ ▁▂ ▁▂▁ ▂▁▂▁ ▁▂ ▁▂▁ ▂▁▂▁ ▁▂ ▁▂▁ ▂▁▂▁ ▁▂ ▁▂▁ ▂▁▂▁ ▁▂ ▁▂▁ ▂▁▂▁ ▁▂ ▁▂▁ ▂▁▂▁ ▁▂ ▁▂▁ ▂▁▂▁ ▁▂ ▁▂▁ ▂▁▂▁ ▁▂ ▁▂▁ ▂▁▂▁ ▁▂ ▁▂▁ ▂▁▂▁ ▁▂ ▁▂▁ ▂▁▂▁ ▁▂ ▁▂▁ ▂▁▂▁ ▁▂ ▁▂▁ ▂▁▂▁ ▁▂ ▁▂▁ ▂▁▂▁ ▁▂ ▁▂▁ ▂▁▂▁ ▁▂ ▁▂▁ ▂▁▂▁ ▁▂ ▁▂▁ ▂▁▂▁ ▁▂ ▁▂▁ ▂▁▂▁ ▁▂ ▁▂▁ ▂▁▂▁ ▁▂ ▁▂▁ ▂▁▂▁ ▁▂ ▁▂▁ ▂▁▂▁ ▁▂ ▁▂▁ ▂▁▂▁ ▁▂ ▁▂▁ ▂▁▂▁ ▁▂ ▁▂▁ ▂▁▂▁ ▁▂ ▁▂▁ ▂▁▂▁ ▁▂ ▁▂▁ ▂▁▂▁ ▁▂ ▁▂▁ ▂▁▂▁ ▁▂ ▁▂▁ ▂▁▂▁ ▁▂ ▁▂▁ ▂▁▂▁ ▁▂ ▁▂▁ ▂▁▂▁ ▁▂ ▁▂▁ ▂▁▂▁ ▁▂ ▁▂▁ ▂▁▂▁ ▁▂ ▁▂▁ ▂▁▂▁ ▁▂ ▁▂▁ ▂▁▂▁ ▁▂ ▁▂▁ ▂▁▂▁ ▁▂ ▁▂▁ ▂▁▂▁ ▁▂ ▁▂▁ ▂▁▂▁ ▁▂ ▁▂▁ ▂▁▂▁ ▁▂ ▁▂▁ ▂▁▂▁ ▁▂ ▁▂▁ ▂▁▂▁ ▁▂ ▁▂▁ ▂▁▂▁ ▁▂ ▁▂▁ ▂▁▂▁ ▁▂ ▁▂▁ ▂▁▂▁ ▁▂ ▁▂▁ ▂▁▂▁ ▁▂ ▁▂▁ ▂▁▂▁ ▁▂ ▁▂▁ ▂▁▂▁ ▁▂ ▁▂▁ ▂▁▂▁ ▁▂ ▁▂▁ ▂▁▂▁ ▁▂ ▁▂▁ ▂▁▂▁ ▁▂ ▁▂▁ ▂▁▂▁ ▁▂ ▁▂▁ ▂▁▂▁ ▁▂ ▁▂▁ ▂▁▂▁ ▁▂ ▁▂▁ ▂▁▂▁ ▁▂ ▁▂▁ ▂▁▂▁ ▁▂ ▁▂▁ ▂▁▂▁ ▁▂ ▁▂▁ ▂▁▂▁ ▁▂ ▁▂▁ ▂▁▂▁ ▁▂ ▁▂▁ ▂▁▂▁ ▁▂ ▁▂▁ ▂▁▂▁ ▁▂ ▁▂▁ ▂▁▂▁ ▁▂ ▁▂▁ ▂▁▂▁ ▁▂ ▁▂▁ ▂▁▂▁ ▁▂ ▁▂▁ ▂▁▂▁ ▁▂ ▁▂▁ ▂▁▂▁ ▁▂ ▁▂▁ ▂▁▂▁ ▁▂ ▁▂▁ ▂▁▂▁ ▁▂ ▁▂▁ ▂▁▂▁ ▁▂ ▁▂▁ ▂▁▂▁ ▁▂ ▁▂▁ ▂▁▂▁ ▁▂ ▁▂▁ ▂▁▂▁ ▁▂ ▁▂▁ ▂▁▂▁ ▁▂ ▁▂▁ ▂▁▂▁ ▁▂ ▁▂▁ ▂▁▂▁ ▁▂ ▁▂▁ ▂▁▂▁ ▁▂ ▁▂▁ ▂▁▂▁ ▁▂ ▁▂▁ ▂▁▂▁ ▁▂ ▁▂▁ ▂▁▂▁ ▁▂ ▁▂▁ ▂▁▂▁ ▁▂ ▁▂▁ ▂▁▂▁ ▁▂ ▁▂▁ ▂▁▂▁ ▁▂ ▁▂▁ ▂▁▂▁ ▁▂ ▁▂▁ ▂▁▂▁ ▁▂ ▁▂▁ ▂▁▂▁ ▁▂ ▁▂▁ ▂▁▂▁ ▁▂ ▁▂▁ ▂▁▂▁ ▁▂ ▁▂▁ ▂▁▂▁ ▁▂ ▁▂▁ ▂▁▂▁ ▁▂ ▁▂▁ ▂▁▂▁ ▁▂ ▁▂▁ ▂▁▂▁ ▁▂ ▁▂▁ ▂▁▂▁ ▁▂ ▁▂▁ ▂▁▂▁ ▁▂ ▁▂▁ ▂▁▂▁ ▁▂ ▁▂▁ ▂▁▂▁ ▁▂ ▁▂▁ ▂▁▂▁ ▁▂ ▁▂▁ ▂▁▂▁ ▁▂ ▁▂▁ ▂▁▂▁ ▁▂ ▁▂▁ ▂▁▂▁ ▁▂ ▁▂▁ ▂▁▂▁ ▁▂ ▁▂▁ ▂▁▂▁ ▁▂ ▁▂▁ ▂▁▂▁ ▁▂ ▁▂▁ ▂▁▂▁ ▁▂ ▁▂▁ ▂▁▂▁ ▁▂ ▁▂▁ ▂▁▂▁ ▁▂ ▁▂▁ ▂▁▂▁ ▁▂ ▁▂▁ ▂▁▂▁ ▁▂ ▁▂▁ ▂▁▂▁ ▁▂ ▁▂▁ ▂▁▂▁ ▁▂ ▁▂▁ ▂▁▂▁ ▁▂ ▁▂▁ ▂▁▂▁ ▁▂ ▁▂▁ ▂▁▂▁ ▁▂ ▁▂▁ ▂▁▂▁ ▁▂ ▁▂▁ ▂▁▂▁ ▁▂ ▁▂▁ ▂▁▂▁ ▁▂ ▁▂▁ ▂▁▂▁ ▁▂ ▁▂▁ ▂▁▂▁ ▁▂ ▁▂▁ ▂▁▂▁ ▁▂ ▁▂▁ ▂▁▂▁ ▁▂ ▁▂▁ ▂▁▂▁ ▁▂ ▁▂▁ ▂▁▂▁ ▁▂ ▁▂▁ ▂▁▂▁ ▁▂ ▁▂▁ ▂▁▂▁ ▁▂ ▁▂▁ ▂▁▂▁ ▁▂ ▁▂▁ ▂▁▂▁ ▁▂	[527, 140, 642, 387]
weather-body: ▁▂▁ ▂▁▂▁ ▁▂ ▁▂▁ ▂▁▂▁ ▁▂ ▁▂▁ ▂▁▂▁ ▁▂ ▁▂▁ ▂▁▂▁ ▁▂ ▁▂▁ ▂▁▂▁ ▁▂ ▁▂▁ ▂▁▂▁ ▁▂ ▁▂▁ ▂▁▂▁ ▁▂ ▁▂▁ ▂▁▂▁ ▁▂ ▁▂▁ ▂▁▂▁ ▁▂ ▁▂▁ ▂▁▂▁ ▁▂ ▁▂▁ ▂▁▂▁ ▁▂ ▁▂▁ ▂▁▂▁ ▁▂ ▁▂▁ ▂▁▂▁ ▁▂ ▁▂▁ ▂▁▂▁ ▁▂ ▁▂▁ ▂▁▂▁ ▁▂ ▁▂▁ ▂▁▂▁ ▁▂ ▁▂▁ ▂▁▂▁ ▁▂ ▁▂▁ ▂▁▂▁ ▁▂ ▁▂▁ ▂▁▂▁ ▁▂ ▁▂▁ ▂▁▂▁ ▁▂ ▁▂▁ ▂▁▂▁ ▁▂ ▁▂▁ ▂▁▂▁ ▁▂ ▁▂▁ ▂▁▂▁ ▁▂ ▁▂▁ ▂▁▂▁ ▁▂ ▁▂▁ ▂▁▂▁ ▁▂ ▁▂▁ ▂▁▂▁ ▁▂ ▁▂▁ ▂▁▂▁ ▁▂ ▁▂▁ ▂▁▂▁ ▁▂ ▁▂▁ ▂▁▂▁ ▁▂ ▁▂▁ ▂▁▂▁ ▁▂ ▁▂▁ ▂▁▂▁ ▁▂ ▁▂▁ ▂▁▂▁ ▁▂ ▁▂▁ ▂▁▂▁ ▁▂ ▁▂▁ ▂▁▂▁ ▁▂ ▁▂▁ ▂▁▂▁ ▁▂ ▁▂▁ ▂▁▂▁ ▁▂ ▁▂▁ ▂▁▂▁ ▁▂ ▁▂▁ ▂▁▂▁ ▁▂ ▁▂▁ ▂▁▂▁ ▁▂ ▁▂▁ ▂▁▂▁ ▁▂ ▁▂▁ ▂▁▂▁ ▁▂ ▁▂▁ ▂▁▂▁ ▁▂ ▁▂▁ ▂▁▂▁ ▁▂ ▁▂▁ ▂▁▂▁ ▁▂ ▁▂▁ ▂▁▂▁ ▁▂ ▁▂▁ ▂▁▂▁ ▁▂ ▁▂▁ ▂▁▂▁ ▁▂ ▁▂▁ ▂▁▂▁ ▁▂ ▁▂▁ ▂▁▂▁ ▁▂ ▁▂▁ ▂▁▂▁ ▁▂ ▁▂▁ ▂▁▂▁ ▁▂ ▁▂▁ ▂▁▂▁ ▁▂ ▁▂▁ ▂▁▂▁ ▁▂ ▁▂▁ ▂▁▂▁ ▁▂ ▁▂▁ ▂▁▂▁ ▁▂ ▁▂▁ ▂▁▂▁ ▁▂ ▁▂▁ ▂▁▂▁ ▁▂ ▁▂▁ ▂▁▂▁ ▁▂ ▁▂▁ ▂▁▂▁ ▁▂	[158, 1604, 273, 1722]
poem-body: ▁▂▁ ▂▁▂▁ ▁▂ ▁▂▁ ▂▁▂▁ ▁▂ ▁▂▁ ▂▁▂▁ ▁▂ ▁▂▁ ▂▁▂▁ ▁▂ ▁▂▁ ▂▁▂▁ ▁▂ ▁▂▁ ▂▁▂▁ ▁▂ ▁▂▁ ▂▁▂▁ ▁▂ ▁▂▁ ▂▁▂▁ ▁▂ ▁▂▁ ▂▁▂▁ ▁▂ ▁▂▁ ▂▁▂▁ ▁▂ ▁▂▁ ▂▁▂▁ ▁▂ ▁▂▁ ▂▁▂▁ ▁▂ ▁▂▁ ▂▁▂▁ ▁▂ ▁▂▁ ▂▁▂▁ ▁▂ ▁▂▁ ▂▁▂▁ ▁▂ ▁▂▁ ▂▁▂▁ ▁▂ ▁▂▁ ▂▁▂▁ ▁▂ ▁▂▁ ▂▁▂▁ ▁▂ ▁▂▁ ▂▁▂▁ ▁▂ ▁▂▁ ▂▁▂▁ ▁▂ ▁▂▁ ▂▁▂▁ ▁▂ ▁▂▁ ▂▁▂▁ ▁▂ ▁▂▁ ▂▁▂▁ ▁▂ ▁▂▁ ▂▁▂▁ ▁▂ ▁▂▁ ▂▁▂▁ ▁▂ ▁▂▁ ▂▁▂▁ ▁▂ ▁▂▁ ▂▁▂▁ ▁▂ ▁▂▁ ▂▁▂▁ ▁▂ ▁▂▁ ▂▁▂▁ ▁▂ ▁▂▁ ▂▁▂▁ ▁▂ ▁▂▁ ▂▁▂▁ ▁▂ ▁▂▁ ▂▁▂▁ ▁▂ ▁▂▁ ▂▁▂▁ ▁▂ ▁▂▁ ▂▁▂▁ ▁▂ ▁▂▁ ▂▁▂▁ ▁▂ ▁▂▁ ▂▁▂▁ ▁▂ ▁▂▁ ▂▁▂▁ ▁▂ ▁▂▁ ▂▁▂▁ ▁▂ ▁▂▁ ▂▁▂▁ ▁▂ ▁▂▁ ▂▁▂▁ ▁▂ ▁▂▁ ▂▁▂▁ ▁▂ ▁▂▁ ▂▁▂▁ ▁▂ ▁▂▁ ▂▁▂▁ ▁▂ ▁▂▁ ▂▁▂▁ ▁▂ ▁▂▁ ▂▁▂▁ ▁▂ ▁▂▁ ▂▁▂▁ ▁▂ ▁▂▁ ▂▁▂▁ ▁▂ ▁▂▁ ▂▁▂▁ ▁▂ ▁▂▁ ▂▁▂▁ ▁▂ ▁▂▁ ▂▁▂▁ ▁▂ ▁▂▁ ▂▁▂▁ ▁▂ ▁▂▁ ▂▁▂▁ ▁▂ ▁▂▁ ▂▁▂▁ ▁▂ ▁▂▁ ▂▁▂▁ ▁▂ ▁▂▁ ▂▁▂▁ ▁▂ ▁▂▁ ▂▁▂▁ ▁▂ ▁▂▁ ▂▁▂▁ ▁▂ ▁▂▁ ▂▁▂▁ ▁▂ ▁▂▁ ▂▁▂▁ ▁▂ ▁▂▁ ▂▁▂▁ ▁▂ ▁▂▁ ▂▁▂▁ ▁▂ ▁▂▁ ▂▁▂▁ ▁▂ ▁▂▁ ▂▁▂▁ ▁▂ ▁▂▁ ▂▁▂▁ ▁▂ ▁▂▁ ▂▁▂▁ ▁▂ ▁▂▁ ▂▁▂▁ ▁▂ ▁▂▁ ▂▁▂▁ ▁▂ ▁▂▁ ▂▁▂▁ ▁▂ ▁▂▁ ▂▁▂▁ ▁▂ ▁▂▁ ▂▁▂▁ ▁▂ ▁▂▁ ▂▁▂▁ ▁▂ ▁▂▁ ▂▁▂▁ ▁▂ ▁▂▁ ▂▁▂▁ ▁▂ ▁▂▁ ▂▁▂▁ ▁▂ ▁▂▁ ▂▁▂▁ ▁▂ ▁▂▁ ▂▁▂▁ ▁▂ ▁▂▁ ▂▁▂▁ ▁▂ ▁▂▁ ▂▁▂▁ ▁▂ ▁▂▁ ▂▁▂▁ ▁▂ ▁▂▁ ▂▁▂▁ ▁▂ ▁▂▁ ▂▁▂▁ ▁▂ ▁▂▁ ▂▁▂▁ ▁▂ ▁▂▁ ▂▁▂▁ ▁▂ ▁▂▁ ▂▁▂▁ ▁▂ ▁▂▁ ▂▁▂▁ ▁▂ ▁▂▁ ▂▁▂▁ ▁▂ ▁▂▁ ▂▁▂▁ ▁▂ ▁▂▁ ▂▁▂▁ ▁▂ ▁▂▁ ▂▁▂▁ ▁▂ ▁▂▁ ▂▁▂▁ ▁▂ ▁▂▁ ▂▁▂▁ ▁▂ ▁▂▁ ▂▁▂▁ ▁▂ ▁▂▁ ▂▁▂▁ ▁▂ ▁▂▁ ▂▁▂▁ ▁▂ ▁▂▁ ▂▁▂▁ ▁▂ ▁▂▁ ▂▁▂▁ ▁▂ ▁▂▁ ▂▁▂▁ ▁▂ ▁▂▁ ▂▁▂▁ ▁▂ ▁▂▁ ▂▁▂▁ ▁▂ ▁▂▁ ▂▁▂▁ ▁▂ ▁▂▁ ▂▁▂▁ ▁▂ ▁▂▁ ▂▁▂▁ ▁▂ ▁▂▁ ▂▁▂▁ ▁▂ ▁▂▁ ▂▁▂▁ ▁▂ ▁▂▁ ▂▁▂▁ ▁▂ ▁▂▁ ▂▁▂▁ ▁▂ ▁▂▁ ▂▁▂▁ ▁▂ ▁▂▁ ▂▁▂▁ ▁▂ ▁▂▁ ▂▁▂▁ ▁▂ ▁▂▁ ▂▁▂▁ ▁▂ ▁▂▁ ▂▁▂▁ ▁▂ ▁▂▁ ▂▁▂▁ ▁▂ ▁▂▁ ▂▁▂▁ ▁▂ ▁▂▁ ▂▁▂▁ ▁▂ ▁▂▁ ▂▁▂▁ ▁▂ ▁▂▁ ▂▁▂▁ ▁▂ ▁▂▁ ▂▁▂▁ ▁▂ ▁▂▁ ▂▁▂▁ ▁▂ ▁▂▁ ▂▁▂▁ ▁▂ ▁▂▁ ▂▁▂▁ ▁▂ ▁▂▁ ▂▁▂▁ ▁▂ ▁▂▁ ▂▁▂▁ ▁▂ ▁▂▁ ▂▁▂▁ ▁▂ ▁▂▁ ▂▁▂▁ ▁▂ ▁▂▁ ▂▁▂▁ ▁▂ ▁▂▁ ▂▁▂▁ ▁▂ ▁▂▁ ▂▁▂▁ ▁▂ ▁▂▁ ▂▁▂▁ ▁▂ ▁▂▁ ▂▁▂▁ ▁▂ ▁▂▁ ▂▁▂▁ ▁▂ ▁▂▁ ▂▁▂▁ ▁▂ ▁▂▁ ▂▁▂▁ ▁▂ ▁▂▁ ▂▁▂▁ ▁▂ ▁▂▁ ▂▁▂▁ ▁▂ ▁▂▁ ▂▁▂▁ ▁▂ ▁▂▁ ▂▁▂▁ ▁▂ ▁▂▁ ▂▁▂▁ ▁▂ ▁▂▁ ▂▁▂▁ ▁▂ ▁▂▁ ▂▁▂▁ ▁▂ ▁▂▁ ▂▁▂▁ ▁▂ ▁▂▁ ▂▁▂▁ ▁▂ ▁▂▁ ▂▁▂▁ ▁▂ ▁▂▁ ▂▁▂▁ ▁▂ ▁▂▁ ▂▁▂▁ ▁▂ ▁▂▁ ▂▁▂▁ ▁▂ ▁▂▁ ▂▁▂▁ ▁▂ ▁▂▁ ▂▁▂▁ ▁▂ ▁▂▁ ▂▁▂▁ ▁▂ ▁▂▁ ▂▁▂▁ ▁▂ ▁▂▁ ▂▁▂▁ ▁▂ ▁▂▁ ▂▁▂▁ ▁▂	[158, 562, 273, 866]
article-kicker: — UN —	[77, 143, 109, 152]
sub-line: Número atrasado, 20 céntimos	[48, 87, 144, 93]
sub-line: 6 meses, 40 pts.—Año, 75 pts.	[57, 80, 135, 86]
sub-line: REDACCION	[76, 94, 116, 100]
section-heading-ecos: Ecos de Madrid	[167, 1572, 264, 1586]
article-body: ▁▂▁ ▂▁▂▁ ▁▂ ▁▂▁ ▂▁▂▁ ▁▂ ▁▂▁ ▂▁▂▁ ▁▂ ▁▂▁ ▂▁▂▁ ▁▂ ▁▂▁ ▂▁▂▁ ▁▂ ▁▂▁ ▂▁▂▁ ▁▂ ▁▂▁ ▂▁▂▁ ▁▂ ▁▂▁ ▂▁▂▁ ▁▂ ▁▂▁ ▂▁▂▁ ▁▂ ▁▂▁ ▂▁▂▁ ▁▂ ▁▂▁ ▂▁▂▁ ▁▂ ▁▂▁ ▂▁▂▁ ▁▂ ▁▂▁ ▂▁▂▁ ▁▂ ▁▂▁ ▂▁▂▁ ▁▂ ▁▂▁ ▂▁▂▁ ▁▂ ▁▂▁ ▂▁▂▁ ▁▂ ▁▂▁ ▂▁▂▁ ▁▂ ▁▂▁ ▂▁▂▁ ▁▂ ▁▂▁ ▂▁▂▁ ▁▂ ▁▂▁ ▂▁▂▁ ▁▂ ▁▂▁ ▂▁▂▁ ▁▂ ▁▂▁ ▂▁▂▁ ▁▂ ▁▂▁ ▂▁▂▁ ▁▂ ▁▂▁ ▂▁▂▁ ▁▂ ▁▂▁ ▂▁▂▁ ▁▂ ▁▂▁ ▂▁▂▁ ▁▂ ▁▂▁ ▂▁▂▁ ▁▂ ▁▂▁ ▂▁▂▁ ▁▂ ▁▂▁ ▂▁▂▁ ▁▂ ▁▂▁ ▂▁▂▁ ▁▂ ▁▂▁ ▂▁▂▁ ▁▂ ▁▂▁ ▂▁▂▁ ▁▂ ▁▂▁ ▂▁▂▁ ▁▂ ▁▂▁ ▂▁▂▁ ▁▂ ▁▂▁ ▂▁▂▁ ▁▂ ▁▂▁ ▂▁▂▁ ▁▂ ▁▂▁ ▂▁▂▁ ▁▂ ▁▂▁ ▂▁▂▁ ▁▂ ▁▂▁ ▂▁▂▁ ▁▂ ▁▂▁ ▂▁▂▁ ▁▂ ▁▂▁ ▂▁▂▁ ▁▂ ▁▂▁ ▂▁▂▁ ▁▂ ▁▂▁ ▂▁▂▁ ▁▂ ▁▂▁ ▂▁▂▁ ▁▂ ▁▂▁ ▂▁▂▁ ▁▂ ▁▂▁ ▂▁▂▁ ▁▂ ▁▂▁ ▂▁▂▁ ▁▂ ▁▂▁ ▂▁▂▁ ▁▂ ▁▂▁ ▂▁▂▁ ▁▂ ▁▂▁ ▂▁▂▁ ▁▂ ▁▂▁ ▂▁▂▁ ▁▂ ▁▂▁ ▂▁▂▁ ▁▂ ▁▂▁ ▂▁▂▁ ▁▂ ▁▂▁ ▂▁▂▁ ▁▂ ▁▂▁ ▂▁▂▁ ▁▂ ▁▂▁ ▂▁▂▁ ▁▂ ▁▂▁ ▂▁▂▁ ▁▂ ▁▂▁ ▂▁▂▁ ▁▂ ▁▂▁ ▂▁▂▁ ▁▂ ▁▂▁ ▂▁▂▁ ▁▂ ▁▂▁ ▂▁▂▁ ▁▂ ▁▂▁ ▂▁▂▁ ▁▂ ▁▂▁ ▂▁▂▁ ▁▂ ▁▂▁ ▂▁▂▁ ▁▂ ▁▂▁ ▂▁▂▁ ▁▂ ▁▂▁ ▂▁▂▁ ▁▂ ▁▂▁ ▂▁▂▁ ▁▂ ▁▂▁ ▂▁▂▁ ▁▂ ▁▂▁ ▂▁▂▁ ▁▂ ▁▂▁ ▂▁▂▁ ▁▂ ▁▂▁ ▂▁▂▁ ▁▂ ▁▂▁ ▂▁▂▁ ▁▂ ▁▂▁ ▂▁▂▁ ▁▂ ▁▂▁ ▂▁▂▁ ▁▂ ▁▂▁ ▂▁▂▁ ▁▂ ▁▂▁ ▂▁▂▁ ▁▂ ▁▂▁ ▂▁▂▁ ▁▂ ▁▂▁ ▂▁▂▁ ▁▂ ▁▂▁ ▂▁▂▁ ▁▂ ▁▂▁ ▂▁▂▁ ▁▂ ▁▂▁ ▂▁▂▁ ▁▂ ▁▂▁ ▂▁▂▁ ▁▂ ▁▂▁ ▂▁▂▁ ▁▂ ▁▂▁ ▂▁▂▁ ▁▂ ▁▂▁ ▂▁▂▁ ▁▂ ▁▂▁ ▂▁▂▁ ▁▂ ▁▂▁ ▂▁▂▁ ▁▂	[404, 140, 519, 313]
single-price: NÚMERO SUELTO 10 CÉNTIMOS	[322, 16, 446, 24]
section-subheading: TEMPERATURA DE AYER	[165, 1592, 266, 1602]
issue-number: Año II.—Núm. 253	[32, 16, 98, 24]
masthead	[32, 34, 768, 136]
top-line	[32, 16, 768, 31]
subscription-left	[36, 38, 156, 108]
sub-line: ULTRAMAR, EXTRANJERO Y COLONIAS	[43, 73, 149, 79]
sub-heading: PRECIOS DE SUSCRICION	[54, 38, 138, 44]
poem-body: ▁▂▁ ▂▁▂▁ ▁▂ ▁▂▁ ▂▁▂▁ ▁▂ ▁▂▁ ▂▁▂▁ ▁▂ ▁▂▁ ▂▁▂▁ ▁▂ ▁▂▁ ▂▁▂▁ ▁▂ ▁▂▁ ▂▁▂▁ ▁▂ ▁▂▁ ▂▁▂▁ ▁▂ ▁▂▁ ▂▁▂▁ ▁▂ ▁▂▁ ▂▁▂▁ ▁▂ ▁▂▁ ▂▁▂▁ ▁▂ ▁▂▁ ▂▁▂▁ ▁▂ ▁▂▁ ▂▁▂▁ ▁▂ ▁▂▁ ▂▁▂▁ ▁▂ ▁▂▁ ▂▁▂▁ ▁▂ ▁▂▁ ▂▁▂▁ ▁▂ ▁▂▁ ▂▁▂▁ ▁▂ ▁▂▁ ▂▁▂▁ ▁▂ ▁▂▁ ▂▁▂▁ ▁▂ ▁▂▁ ▂▁▂▁ ▁▂ ▁▂▁ ▂▁▂▁ ▁▂ ▁▂▁ ▂▁▂▁ ▁▂ ▁▂▁ ▂▁▂▁ ▁▂ ▁▂▁ ▂▁▂▁ ▁▂ ▁▂▁ ▂▁▂▁ ▁▂ ▁▂▁ ▂▁▂▁ ▁▂ ▁▂▁ ▂▁▂▁ ▁▂ ▁▂▁ ▂▁▂▁ ▁▂ ▁▂▁ ▂▁▂▁ ▁▂ ▁▂▁ ▂▁▂▁ ▁▂ ▁▂▁ ▂▁▂▁ ▁▂ ▁▂▁ ▂▁▂▁ ▁▂ ▁▂▁ ▂▁▂▁ ▁▂ ▁▂▁ ▂▁▂▁ ▁▂ ▁▂▁ ▂▁▂▁ ▁▂ ▁▂▁ ▂▁▂▁ ▁▂ ▁▂▁ ▂▁▂▁ ▁▂ ▁▂▁ ▂▁▂▁ ▁▂ ▁▂▁ ▂▁▂▁ ▁▂ ▁▂▁ ▂▁▂▁ ▁▂ ▁▂▁ ▂▁▂▁ ▁▂ ▁▂▁ ▂▁▂▁ ▁▂ ▁▂▁ ▂▁▂▁ ▁▂ ▁▂▁ ▂▁▂▁ ▁▂ ▁▂▁ ▂▁▂▁ ▁▂ ▁▂▁ ▂▁▂▁ ▁▂ ▁▂▁ ▂▁▂▁ ▁▂ ▁▂▁ ▂▁▂▁ ▁▂ ▁▂▁ ▂▁▂▁ ▁▂ ▁▂▁ ▂▁▂▁ ▁▂ ▁▂▁ ▂▁▂▁ ▁▂ ▁▂▁ ▂▁▂▁ ▁▂ ▁▂▁ ▂▁▂▁ ▁▂ ▁▂▁ ▂▁▂▁ ▁▂ ▁▂▁ ▂▁▂▁ ▁▂ ▁▂▁ ▂▁▂▁ ▁▂ ▁▂▁ ▂▁▂▁ ▁▂ ▁▂▁ ▂▁▂▁ ▁▂ ▁▂▁ ▂▁▂▁ ▁▂ ▁▂▁ ▂▁▂▁ ▁▂ ▁▂▁ ▂▁▂▁ ▁▂ ▁▂▁ ▂▁▂▁ ▁▂ ▁▂▁ ▂▁▂▁ ▁▂ ▁▂▁ ▂▁▂▁ ▁▂ ▁▂▁ ▂▁▂▁ ▁▂ ▁▂▁ ▂▁▂▁ ▁▂ ▁▂▁ ▂▁▂▁ ▁▂ ▁▂▁ ▂▁▂▁ ▁▂ ▁▂▁ ▂▁▂▁ ▁▂	[158, 881, 273, 1018]
sub-line: Número atrasado, 20 céntimos	[656, 66, 752, 72]
divider	[537, 392, 631, 393]
newspaper-page	[28, 4, 772, 2267]
sub-address: Calle de la Greda, 10, principal	[656, 80, 752, 86]
sub-line: 1 mes, 10 pts.—6 mes. 18.—Año, 37 pts.	[44, 66, 148, 72]
divider	[660, 362, 754, 363]
sub-line: PROVINCIAS	[79, 59, 113, 65]
newspaper-title: LA OPINION	[206, 62, 594, 125]
section-kicker: REUNION DE SENADORES	[653, 310, 761, 320]
poem-body: ▁▂▁ ▂▁▂▁ ▁▂ ▁▂▁ ▂▁▂▁ ▁▂ ▁▂▁ ▂▁▂▁ ▁▂ ▁▂▁ ▂▁▂▁ ▁▂ ▁▂▁ ▂▁▂▁ ▁▂ ▁▂▁ ▂▁▂▁ ▁▂ ▁▂▁ ▂▁▂▁ ▁▂ ▁▂▁ ▂▁▂▁ ▁▂ ▁▂▁ ▂▁▂▁ ▁▂ ▁▂▁ ▂▁▂▁ ▁▂ ▁▂▁ ▂▁▂▁ ▁▂ ▁▂▁ ▂▁▂▁ ▁▂ ▁▂▁ ▂▁▂▁ ▁▂ ▁▂▁ ▂▁▂▁ ▁▂ ▁▂▁ ▂▁▂▁ ▁▂ ▁▂▁ ▂▁▂▁ ▁▂ ▁▂▁ ▂▁▂▁ ▁▂ ▁▂▁ ▂▁▂▁ ▁▂ ▁▂▁ ▂▁▂▁ ▁▂ ▁▂▁ ▂▁▂▁ ▁▂ ▁▂▁ ▂▁▂▁ ▁▂ ▁▂▁ ▂▁▂▁ ▁▂ ▁▂▁ ▂▁▂▁ ▁▂ ▁▂▁ ▂▁▂▁ ▁▂ ▁▂▁ ▂▁▂▁ ▁▂ ▁▂▁ ▂▁▂▁ ▁▂ ▁▂▁ ▂▁▂▁ ▁▂ ▁▂▁ ▂▁▂▁ ▁▂ ▁▂▁ ▂▁▂▁ ▁▂ ▁▂▁ ▂▁▂▁ ▁▂ ▁▂▁ ▂▁▂▁ ▁▂ ▁▂▁ ▂▁▂▁ ▁▂ ▁▂▁ ▂▁▂▁ ▁▂ ▁▂▁ ▂▁▂▁ ▁▂ ▁▂▁ ▂▁▂▁ ▁▂ ▁▂▁ ▂▁▂▁ ▁▂ ▁▂▁ ▂▁▂▁ ▁▂ ▁▂▁ ▂▁▂▁ ▁▂ ▁▂▁ ▂▁▂▁ ▁▂ ▁▂▁ ▂▁▂▁ ▁▂ ▁▂▁ ▂▁▂▁ ▁▂ ▁▂▁ ▂▁▂▁ ▁▂ ▁▂▁ ▂▁▂▁ ▁▂ ▁▂▁ ▂▁▂▁ ▁▂ ▁▂▁ ▂▁▂▁ ▁▂ ▁▂▁ ▂▁▂▁ ▁▂ ▁▂▁ ▂▁▂▁ ▁▂ ▁▂▁ ▂▁▂▁ ▁▂ ▁▂▁ ▂▁▂▁ ▁▂ ▁▂▁ ▂▁▂▁ ▁▂ ▁▂▁ ▂▁▂▁ ▁▂ ▁▂▁ ▂▁▂▁ ▁▂ ▁▂▁ ▂▁▂▁ ▁▂ ▁▂▁ ▂▁▂▁ ▁▂ ▁▂▁ ▂▁▂▁ ▁▂ ▁▂▁ ▂▁▂▁ ▁▂ ▁▂▁ ▂▁▂▁ ▁▂ ▁▂▁ ▂▁▂▁ ▁▂ ▁▂▁ ▂▁▂▁ ▁▂ ▁▂▁ ▂▁▂▁ ▁▂ ▁▂▁ ▂▁▂▁ ▁▂ ▁▂▁ ▂▁▂▁ ▁▂ ▁▂▁ ▂▁▂▁ ▁▂ ▁▂▁ ▂▁▂▁ ▁▂ ▁▂▁ ▂▁▂▁ ▁▂ ▁▂▁ ▂▁▂▁ ▁▂ ▁▂▁ ▂▁▂▁ ▁▂ ▁▂▁ ▂▁▂▁ ▁▂ ▁▂▁ ▂▁▂▁ ▁▂ ▁▂▁ ▂▁▂▁ ▁▂ ▁▂▁ ▂▁▂▁ ▁▂ ▁▂▁ ▂▁▂▁ ▁▂ ▁▂▁ ▂▁▂▁ ▁▂ ▁▂▁ ▂▁▂▁ ▁▂ ▁▂▁ ▂▁▂▁ ▁▂ ▁▂▁ ▂▁▂▁ ▁▂ ▁▂▁ ▂▁▂▁ ▁▂ ▁▂▁ ▂▁▂▁ ▁▂ ▁▂▁ ▂▁▂▁ ▁▂ ▁▂▁ ▂▁▂▁ ▁▂ ▁▂▁ ▂▁▂▁ ▁▂ ▁▂▁ ▂▁▂▁ ▁▂ ▁▂▁ ▂▁▂▁ ▁▂ ▁▂▁ ▂▁▂▁ ▁▂ ▁▂▁ ▂▁▂▁ ▁▂ ▁▂▁ ▂▁▂▁ ▁▂ ▁▂▁ ▂▁▂▁ ▁▂ ▁▂▁ ▂▁▂▁ ▁▂ ▁▂▁ ▂▁▂▁ ▁▂ ▁▂▁ ▂▁▂▁ ▁▂ ▁▂▁ ▂▁▂▁ ▁▂ ▁▂▁ ▂▁▂▁ ▁▂ ▁▂▁ ▂▁▂▁ ▁▂ ▁▂▁ ▂▁▂▁ ▁▂ ▁▂▁ ▂▁▂▁ ▁▂ ▁▂▁ ▂▁▂▁ ▁▂ ▁▂▁ ▂▁▂▁ ▁▂ ▁▂▁ ▂▁▂▁ ▁▂ ▁▂▁ ▂▁▂▁ ▁▂ ▁▂▁ ▂▁▂▁ ▁▂ ▁▂▁ ▂▁▂▁ ▁▂ ▁▂▁ ▂▁▂▁ ▁▂ ▁▂▁ ▂▁▂▁ ▁▂ ▁▂▁ ▂▁▂▁ ▁▂ ▁▂▁ ▂▁▂▁ ▁▂ ▁▂▁ ▂▁▂▁ ▁▂ ▁▂▁ ▂▁▂▁ ▁▂ ▁▂▁ ▂▁▂▁ ▁▂ ▁▂▁ ▂▁▂▁ ▁▂ ▁▂▁ ▂▁▂▁ ▁▂ ▁▂▁ ▂▁▂▁ ▁▂ ▁▂▁ ▂▁▂▁ ▁▂ ▁▂▁ ▂▁▂▁ ▁▂ ▁▂▁ ▂▁▂▁ ▁▂	[158, 318, 273, 547]
issue-date: Lunes 17 de Enero de 1887	[670, 16, 768, 24]
column-1	[32, 138, 155, 1020]
section-heading: Fatalismo	[196, 1021, 235, 1031]
section-kicker: DE LA	[694, 322, 720, 332]
sub-heading: PRECIOS DE SUSCRICION	[662, 38, 746, 44]
article-body: ▁▂▁ ▂▁▂▁ ▁▂ ▁▂▁ ▂▁▂▁ ▁▂ ▁▂▁ ▂▁▂▁ ▁▂ ▁▂▁ ▂▁▂▁ ▁▂ ▁▂▁ ▂▁▂▁ ▁▂ ▁▂▁ ▂▁▂▁ ▁▂ ▁▂▁ ▂▁▂▁ ▁▂ ▁▂▁ ▂▁▂▁ ▁▂ ▁▂▁ ▂▁▂▁ ▁▂ ▁▂▁ ▂▁▂▁ ▁▂ ▁▂▁ ▂▁▂▁ ▁▂ ▁▂▁ ▂▁▂▁ ▁▂ ▁▂▁ ▂▁▂▁ ▁▂ ▁▂▁ ▂▁▂▁ ▁▂ ▁▂▁ ▂▁▂▁ ▁▂ ▁▂▁ ▂▁▂▁ ▁▂ ▁▂▁ ▂▁▂▁ ▁▂ ▁▂▁ ▂▁▂▁ ▁▂ ▁▂▁ ▂▁▂▁ ▁▂ ▁▂▁ ▂▁▂▁ ▁▂ ▁▂▁ ▂▁▂▁ ▁▂ ▁▂▁ ▂▁▂▁ ▁▂ ▁▂▁ ▂▁▂▁ ▁▂ ▁▂▁ ▂▁▂▁ ▁▂ ▁▂▁ ▂▁▂▁ ▁▂ ▁▂▁ ▂▁▂▁ ▁▂ ▁▂▁ ▂▁▂▁ ▁▂ ▁▂▁ ▂▁▂▁ ▁▂ ▁▂▁ ▂▁▂▁ ▁▂ ▁▂▁ ▂▁▂▁ ▁▂ ▁▂▁ ▂▁▂▁ ▁▂ ▁▂▁ ▂▁▂▁ ▁▂ ▁▂▁ ▂▁▂▁ ▁▂ ▁▂▁ ▂▁▂▁ ▁▂ ▁▂▁ ▂▁▂▁ ▁▂ ▁▂▁ ▂▁▂▁ ▁▂ ▁▂▁ ▂▁▂▁ ▁▂ ▁▂▁ ▂▁▂▁ ▁▂ ▁▂▁ ▂▁▂▁ ▁▂ ▁▂▁ ▂▁▂▁ ▁▂ ▁▂▁ ▂▁▂▁ ▁▂ ▁▂▁ ▂▁▂▁ ▁▂ ▁▂▁ ▂▁▂▁ ▁▂ ▁▂▁ ▂▁▂▁ ▁▂ ▁▂▁ ▂▁▂▁ ▁▂ ▁▂▁ ▂▁▂▁ ▁▂ ▁▂▁ ▂▁▂▁ ▁▂ ▁▂▁ ▂▁▂▁ ▁▂ ▁▂▁ ▂▁▂▁ ▁▂ ▁▂▁ ▂▁▂▁ ▁▂ ▁▂▁ ▂▁▂▁ ▁▂ ▁▂▁ ▂▁▂▁ ▁▂ ▁▂▁ ▂▁▂▁ ▁▂ ▁▂▁ ▂▁▂▁ ▁▂ ▁▂▁ ▂▁▂▁ ▁▂ ▁▂▁ ▂▁▂▁ ▁▂ ▁▂▁ ▂▁▂▁ ▁▂ ▁▂▁ ▂▁▂▁ ▁▂ ▁▂▁ ▂▁▂▁ ▁▂ ▁▂▁ ▂▁▂▁ ▁▂ ▁▂▁ ▂▁▂▁ ▁▂ ▁▂▁ ▂▁▂▁ ▁▂ ▁▂▁ ▂▁▂▁ ▁▂ ▁▂▁ ▂▁▂▁ ▁▂ ▁▂▁ ▂▁▂▁ ▁▂ ▁▂▁ ▂▁▂▁ ▁▂ ▁▂▁ ▂▁▂▁ ▁▂ ▁▂▁ ▂▁▂▁ ▁▂ ▁▂▁ ▂▁▂▁ ▁▂ ▁▂▁ ▂▁▂▁ ▁▂ ▁▂▁ ▂▁▂▁ ▁▂ ▁▂▁ ▂▁▂▁ ▁▂ ▁▂▁ ▂▁▂▁ ▁▂ ▁▂▁ ▂▁▂▁ ▁▂ ▁▂▁ ▂▁▂▁ ▁▂ ▁▂▁ ▂▁▂▁ ▁▂ ▁▂▁ ▂▁▂▁ ▁▂ ▁▂▁ ▂▁▂▁ ▁▂	[650, 140, 764, 301]
column-3	[278, 138, 401, 1020]
section-headline-mayoria: MAYORÍA	[652, 334, 762, 359]
